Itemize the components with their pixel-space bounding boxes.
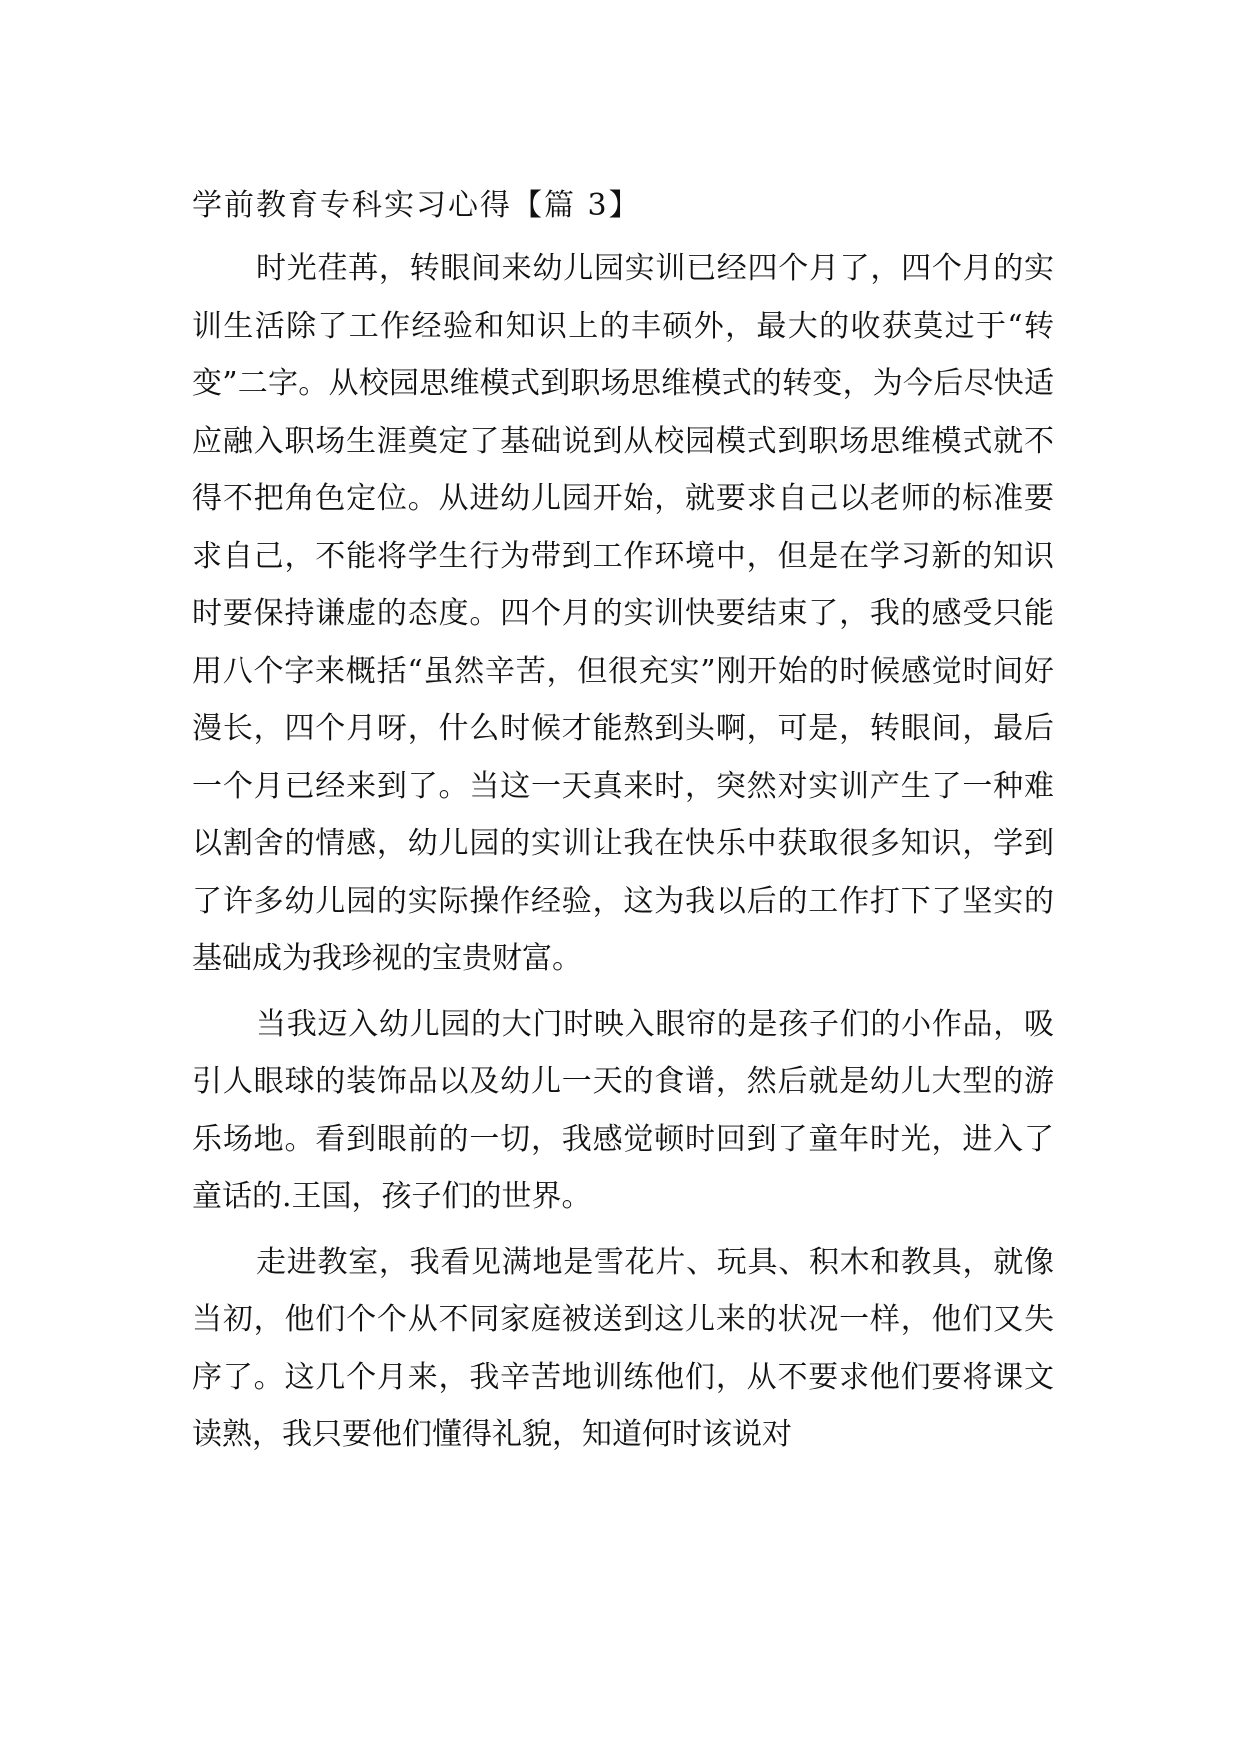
- document-page: [192, 186, 1054, 1464]
- paragraph-2: 当我迈入幼儿园的大门时映入眼帘的是孩子们的小作品，吸引人眼球的装饰品以及幼儿一天的食谱，然后就是幼儿大型的游乐场地。看到眼前的一切，我感觉顿时回到了童年时光，进入了童话的.王国，孩子们的世界。: [192, 1006, 1054, 1214]
- paragraph-3: 走进教室，我看见满地是雪花片、玩具、积木和教具，就像当初，他们个个从不同家庭被送到这儿来的状况一样，他们又失序了。这几个月来，我辛苦地训练他们，从不要求他们要将课文读熟，我只要他们懂得礼貌，知道何时该说对: [192, 1244, 1054, 1452]
- document-title: 学前教育专科实习心得【篇 3】: [192, 188, 641, 223]
- paragraph-1: 时光荏苒，转眼间来幼儿园实训已经四个月了，四个月的实训生活除了工作经验和知识上的丰硕外，最大的收获莫过于“转变”二字。从校园思维模式到职场思维模式的转变，为今后尽快适应融入职场生涯奠定了基础说到从校园模式到职场思维模式就不得不把角色定位。从进幼儿园开始，就要求自己以老师的标准要求自己，不能将学生行为带到工作环境中，但是在学习新的知识时要保持谦虚的态度。四个月的实训快要结束了，我的感受只能用八个字来概括“虽然辛苦，但很充实”刚开始的时候感觉时间好漫长，四个月呀，什么时候才能熬到头啊，可是，转眼间，最后一个月已经来到了。当这一天真来时，突然对实训产生了一种难以割舍的情感，幼儿园的实训让我在快乐中获取很多知识，学到了许多幼儿园的实际操作经验，这为我以后的工作打下了坚实的基础成为我珍视的宝贵财富。: [192, 251, 1054, 976]
